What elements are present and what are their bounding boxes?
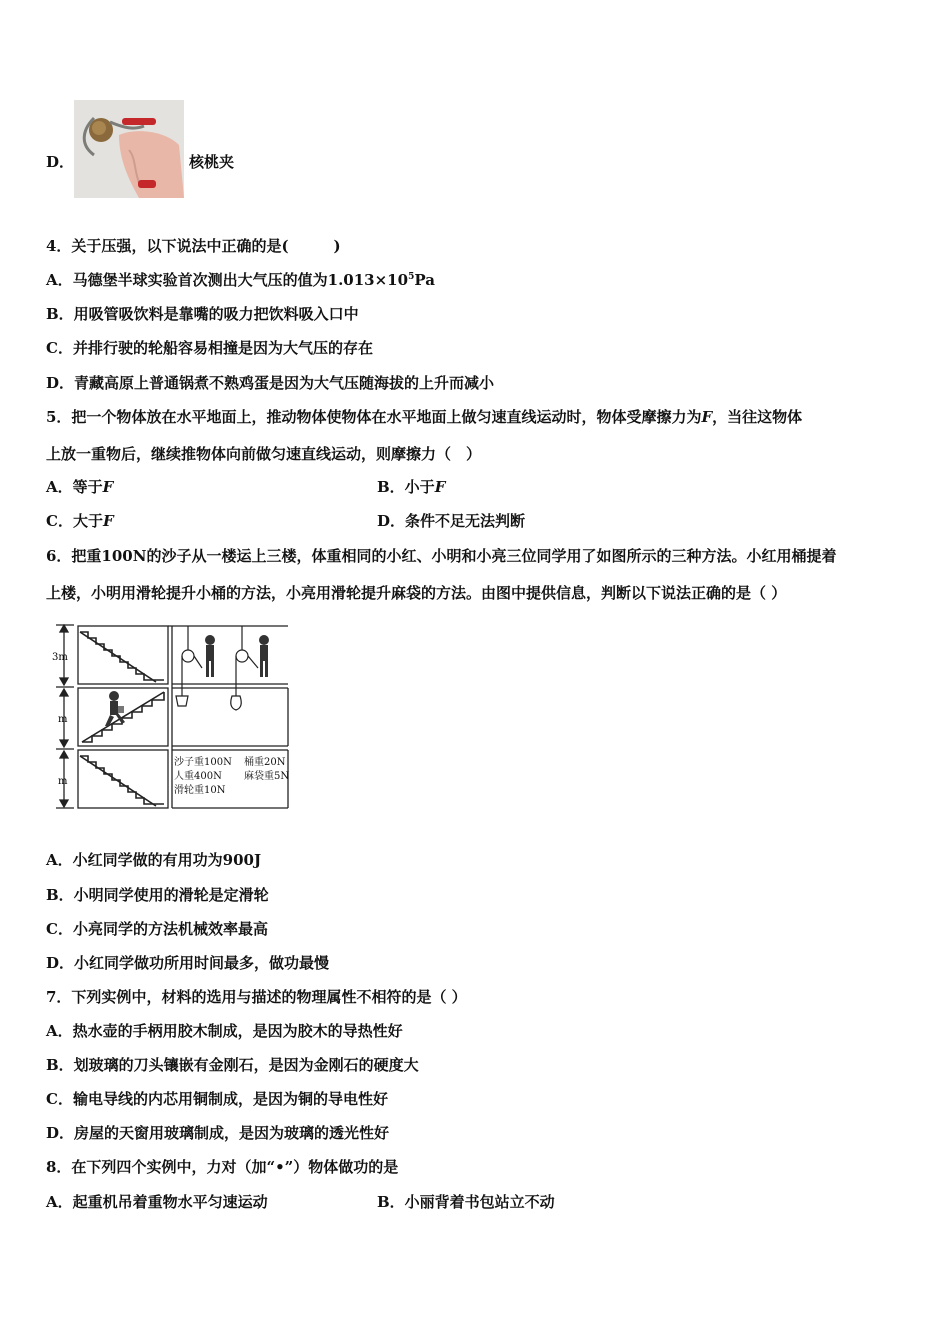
q4-stem: 4．关于压强，以下说法中正确的是( ) [46, 237, 341, 255]
q8-option-a: A．起重机吊着重物水平匀速运动 [46, 1193, 268, 1211]
q6-stem-line2: 上楼，小明用滑轮提升小桶的方法，小亮用滑轮提升麻袋的方法。由图中提供信息，判断以下说法正确的是（ ） [46, 584, 787, 602]
q5-stem-tail: ，当往这物体 [712, 408, 803, 426]
q6-option-b: B．小明同学使用的滑轮是定滑轮 [46, 886, 269, 904]
q7-stem: 7．下列实例中，材料的选用与描述的物理属性不相符的是（ ） [46, 988, 467, 1006]
q5-option-c-var: F [102, 512, 114, 530]
q7-option-d: D．房屋的天窗用玻璃制成，是因为玻璃的透光性好 [46, 1124, 390, 1142]
q7-option-b: B．划玻璃的刀头镶嵌有金刚石，是因为金刚石的硬度大 [46, 1056, 419, 1074]
q4-option-a [46, 270, 435, 290]
info-pulley-weight: 滑轮重10N [174, 785, 226, 796]
walnut-cracker-photo [74, 100, 184, 198]
q5-option-c-text: C．大于 [46, 512, 103, 530]
info-person-weight: 人重400N [174, 771, 222, 782]
q8-option-b: B．小丽背着书包站立不动 [377, 1193, 555, 1211]
q5-stem-var: F [701, 408, 713, 426]
q4-option-a-unit: Pa [414, 271, 435, 289]
q6-stem-line1: 6．把重100N的沙子从一楼运上三楼，体重相同的小红、小明和小亮三位同学用了如图所示的三种方法。小红用桶提着 [46, 547, 837, 565]
info-bucket-weight: 桶重20N [244, 757, 286, 768]
q5-option-a-var: F [102, 478, 114, 496]
q4-option-b: B．用吸管吸饮料是靠嘴的吸力把饮料吸入口中 [46, 305, 359, 323]
q5-option-b [377, 477, 445, 497]
q4-option-a-exponent: 5 [408, 272, 415, 282]
q5-option-a [46, 477, 113, 497]
q6-option-a: A．小红同学做的有用功为900J [46, 851, 262, 869]
q5-option-d: D．条件不足无法判断 [377, 512, 526, 530]
q4-option-d: D．青藏高原上普通锅煮不熟鸡蛋是因为大气压随海拔的上升而减小 [46, 374, 495, 392]
q8-stem: 8．在下列四个实例中，力对（加“•”）物体做功的是 [46, 1158, 399, 1176]
q5-option-b-var: F [434, 478, 446, 496]
q5-stem-line1 [46, 407, 802, 427]
info-sack-weight: 麻袋重5N [244, 771, 290, 782]
dim-label-top: 3m [52, 652, 68, 663]
q5-option-b-text: B．小于 [377, 478, 435, 496]
q5-option-a-text: A．等于 [46, 478, 103, 496]
q5-option-c [46, 511, 114, 531]
dim-label-bot: m [58, 776, 68, 787]
q5-stem-line2: 上放一重物后，继续推物体向前做匀速直线运动，则摩擦力（ ） [46, 445, 482, 463]
q4-option-a-text: A．马德堡半球实验首次测出大气压的值为1.013×10 [46, 271, 409, 289]
info-sand-weight: 沙子重100N [174, 757, 232, 768]
q6-option-d: D．小红同学做功所用时间最多，做功最慢 [46, 954, 330, 972]
q7-option-c: C．输电导线的内芯用铜制成，是因为铜的导电性好 [46, 1090, 388, 1108]
q3-option-d-label: D． [46, 153, 75, 171]
q5-stem-text: 5．把一个物体放在水平地面上，推动物体使物体在水平地面上做匀速直线运动时，物体受摩擦力为 [46, 408, 702, 426]
dim-label-mid: m [58, 714, 68, 725]
three-methods-diagram [52, 622, 296, 812]
q3-option-d-caption: 核桃夹 [189, 153, 235, 171]
q4-option-c: C．并排行驶的轮船容易相撞是因为大气压的存在 [46, 339, 373, 357]
q6-option-c: C．小亮同学的方法机械效率最高 [46, 920, 268, 938]
q7-option-a: A．热水壶的手柄用胶木制成，是因为胶木的导热性好 [46, 1022, 403, 1040]
